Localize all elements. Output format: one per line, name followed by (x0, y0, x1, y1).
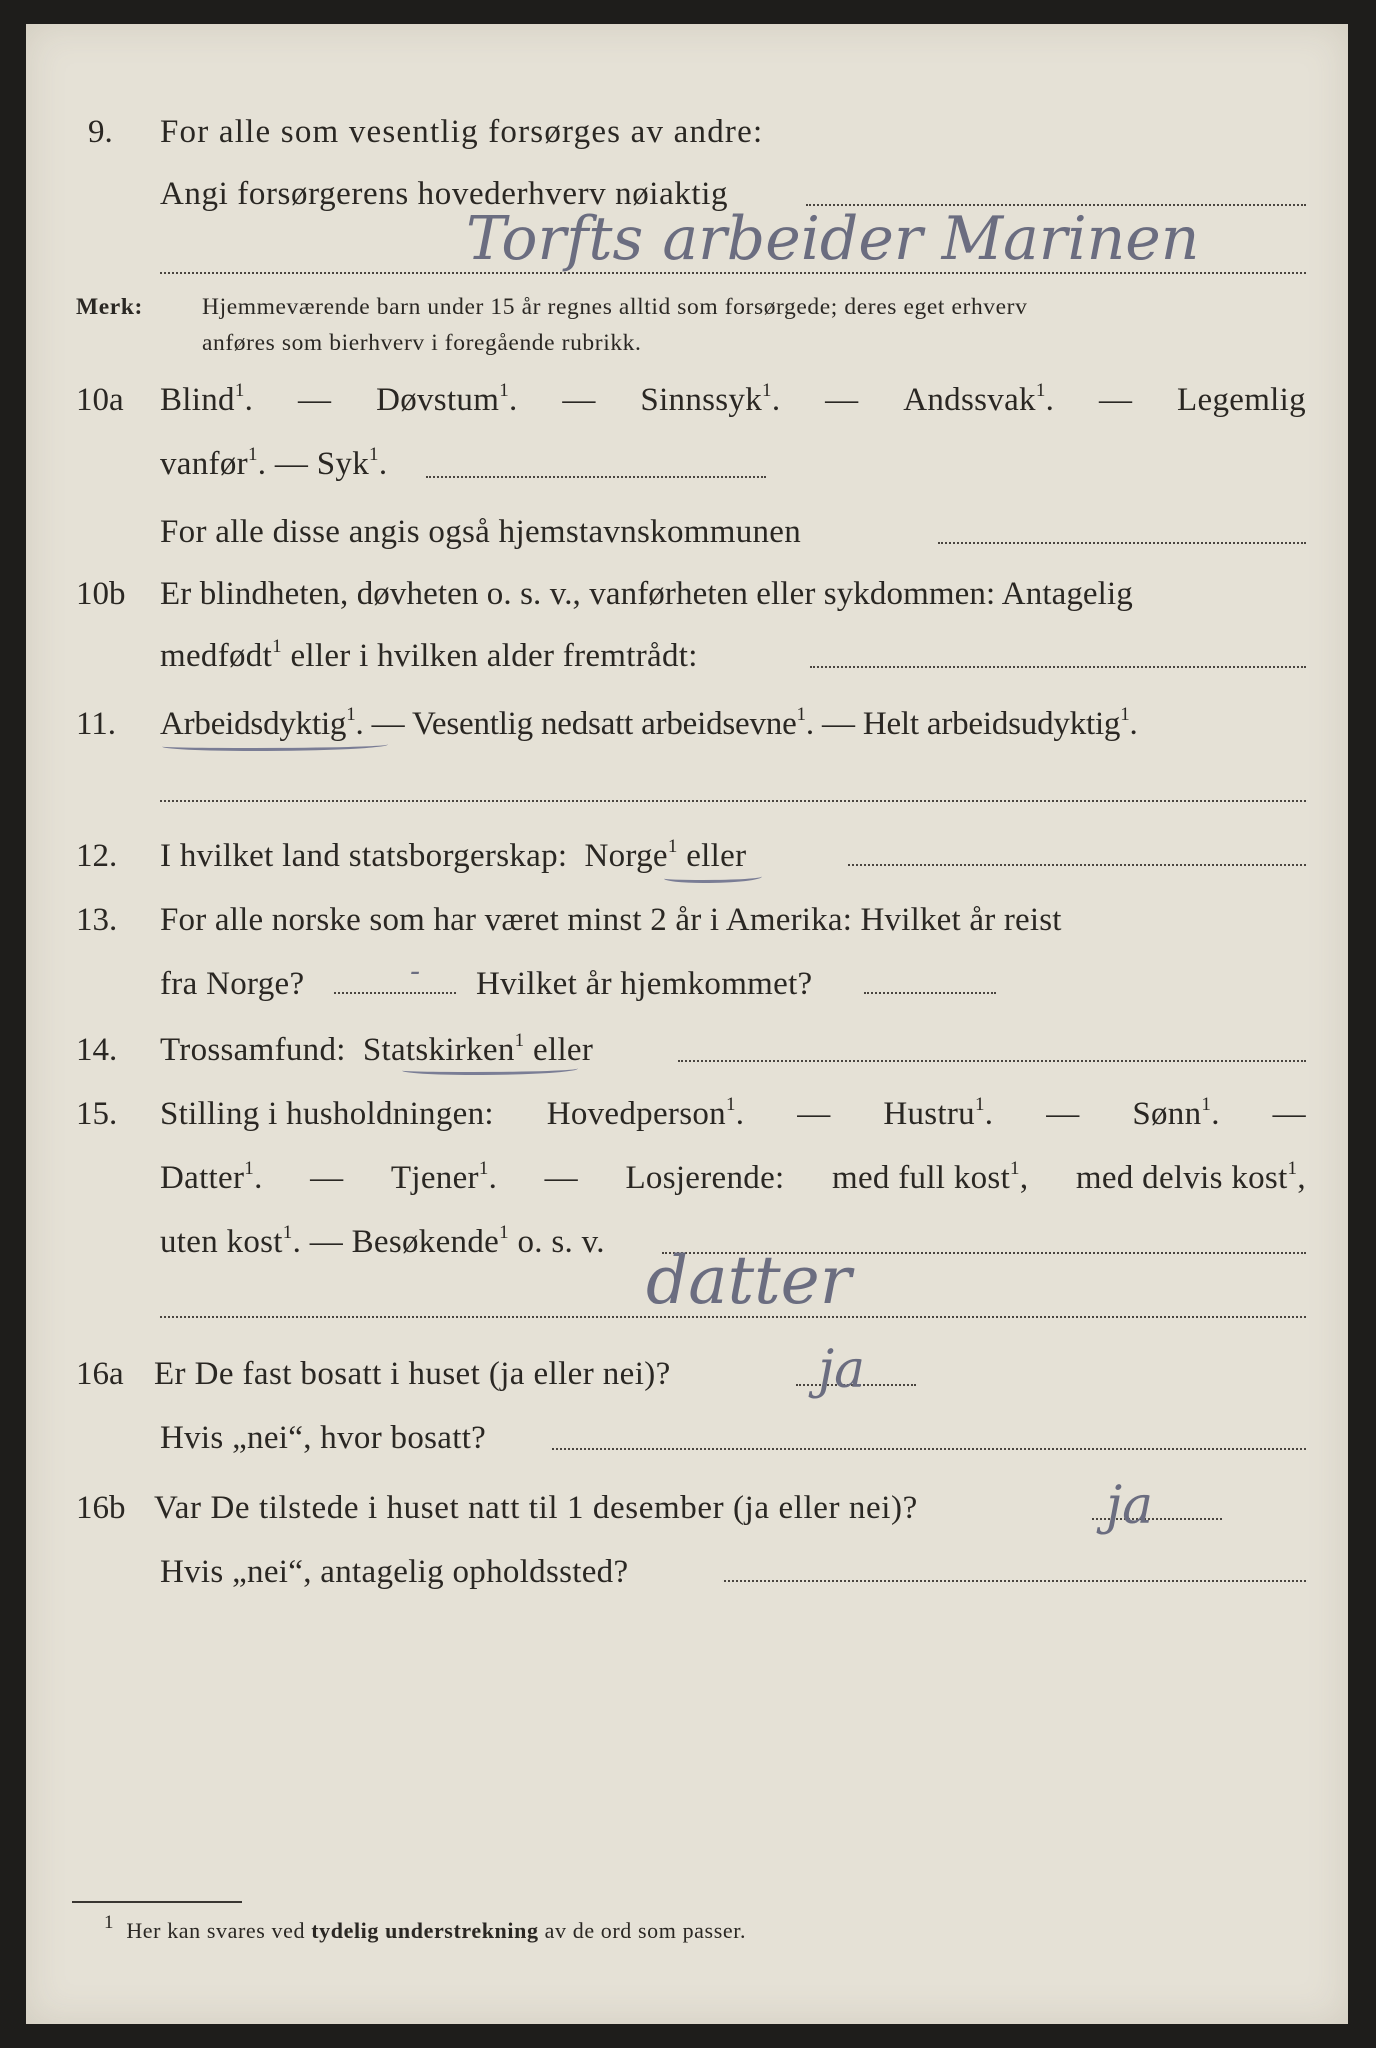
opt-udyktig: Helt arbeidsudyktig$^1$. (862, 704, 1138, 742)
q16a-number: 16a (76, 1356, 124, 1392)
opt-blind: Blind$^1$. (160, 380, 254, 418)
q16a-handwritten-answer: ja (818, 1340, 866, 1400)
q16b-line2: Hvis „nei“, antagelig opholdssted? (160, 1554, 629, 1590)
q16b-fill-2 (724, 1580, 1306, 1582)
opt-syk: Syk$^1$. (316, 444, 388, 482)
q12-line: I hvilket land statsborgerskap: Norge$^1$ eller (160, 836, 747, 874)
opt-dovstum: Døvstum$^1$. (376, 380, 518, 418)
q10a-fill-kommune (938, 542, 1306, 544)
q10b-line1: Er blindheten, døvheten o. s. v., vanførheten eller sykdommen: Antagelig (160, 576, 1133, 612)
q10b-number: 10b (76, 576, 126, 612)
merk-line2: anføres som bierhverv i foregående rubrikk. (202, 330, 642, 356)
q14-fill (678, 1060, 1306, 1062)
q14-line: Trossamfund: Statskirken$^1$ eller (160, 1030, 594, 1068)
q11-number: 11. (76, 706, 117, 742)
q12-number: 12. (76, 838, 118, 874)
q13-fra: fra Norge? (160, 966, 305, 1002)
footnote-rule (72, 1901, 242, 1903)
q10a-line3: For alle disse angis også hjemstavnskommunen (160, 514, 802, 550)
q15-line1: Stilling i husholdningen: Hovedperson$^1$. — Hustru$^1$. — Sønn$^1$. — (160, 1094, 1306, 1132)
q13-hjem: Hvilket år hjemkommet? (476, 966, 813, 1002)
q10a-line2 (160, 442, 387, 486)
q15-line3: uten kost$^1$. — Besøkende$^1$ o. s. v. (160, 1222, 605, 1260)
q9-line2: Angi forsørgerens hovederhverv nøiaktig (160, 176, 729, 212)
q9-number: 9. (88, 114, 113, 150)
merk-label: Merk: (76, 294, 143, 320)
q16b-handwritten-answer: ja (1106, 1476, 1154, 1536)
q10b-fill (810, 666, 1306, 668)
opt-arbeidsdyktig: Arbeidsdyktig$^1$. (160, 704, 364, 742)
q15-handwritten-answer: datter (646, 1242, 852, 1319)
q16a-line2: Hvis „nei“, hvor bosatt? (160, 1420, 487, 1456)
opt-andssvak: Andssvak$^1$. (903, 380, 1055, 418)
opt-nedsatt: Vesentlig nedsatt arbeidsevne$^1$. (411, 704, 814, 742)
opt-sinnssyk: Sinnssyk$^1$. (640, 380, 781, 418)
q11-answer-line (160, 800, 1306, 802)
merk-line1: Hjemmeværende barn under 15 år regnes alltid som forsørgede; deres eget erhverv (202, 294, 1028, 320)
q10a-number: 10a (76, 382, 124, 418)
q9-handwritten-answer: Torfts arbeider Marinen (466, 204, 1200, 274)
separator: — (1098, 382, 1133, 418)
separator: — (825, 382, 859, 418)
opt-norge: Norge$^1$ (584, 836, 678, 874)
q13-fill-hjem (864, 992, 996, 994)
q10a-fill-syk (426, 476, 766, 478)
q13-fill-reist (334, 992, 456, 994)
separator: — (562, 382, 596, 418)
q13-line1: For alle norske som har været minst 2 år i Amerika: Hvilket år reist (160, 902, 1062, 938)
opt-vanfor: vanfør$^1$. (160, 444, 267, 482)
q10a-line1 (160, 378, 1306, 422)
census-form-page (26, 24, 1348, 2024)
q9-line1: For alle som vesentlig forsørges av andre: (160, 114, 764, 150)
q16b-line1: Var De tilstede i huset natt til 1 desember (ja eller nei)? (154, 1490, 918, 1526)
q13-number: 13. (76, 902, 118, 938)
q16a-line1: Er De fast bosatt i huset (ja eller nei)? (154, 1356, 671, 1392)
separator: — (274, 446, 309, 482)
q10b-line2: medfødt$^1$ eller i hvilken alder fremtrådt: (160, 636, 698, 674)
q12-fill (848, 864, 1306, 866)
q12-handwritten-underline (664, 872, 762, 883)
q11-line: Arbeidsdyktig$^1$. — Vesentlig nedsatt arbeidsevne$^1$. — Helt arbeidsudyktig$^1$. (160, 704, 1138, 742)
q16b-number: 16b (76, 1490, 126, 1526)
separator: — (298, 382, 332, 418)
footnote: $^1$ Her kan svares ved tydelig understrekning av de ord som passer. (104, 1911, 747, 1943)
q14-handwritten-underline (402, 1064, 578, 1075)
q15-line2: Datter$^1$. — Tjener$^1$. — Losjerende: med full kost$^1$, med delvis kost$^1$, (160, 1158, 1306, 1196)
q15-number: 15. (76, 1096, 118, 1132)
q11-handwritten-underline (162, 740, 388, 751)
opt-statskirken: Statskirken$^1$ (362, 1030, 525, 1068)
q16a-fill-2 (552, 1448, 1306, 1450)
opt-legemlig: Legemlig (1177, 382, 1306, 418)
q13-handwritten-dash: - (410, 954, 421, 989)
q14-number: 14. (76, 1032, 118, 1068)
